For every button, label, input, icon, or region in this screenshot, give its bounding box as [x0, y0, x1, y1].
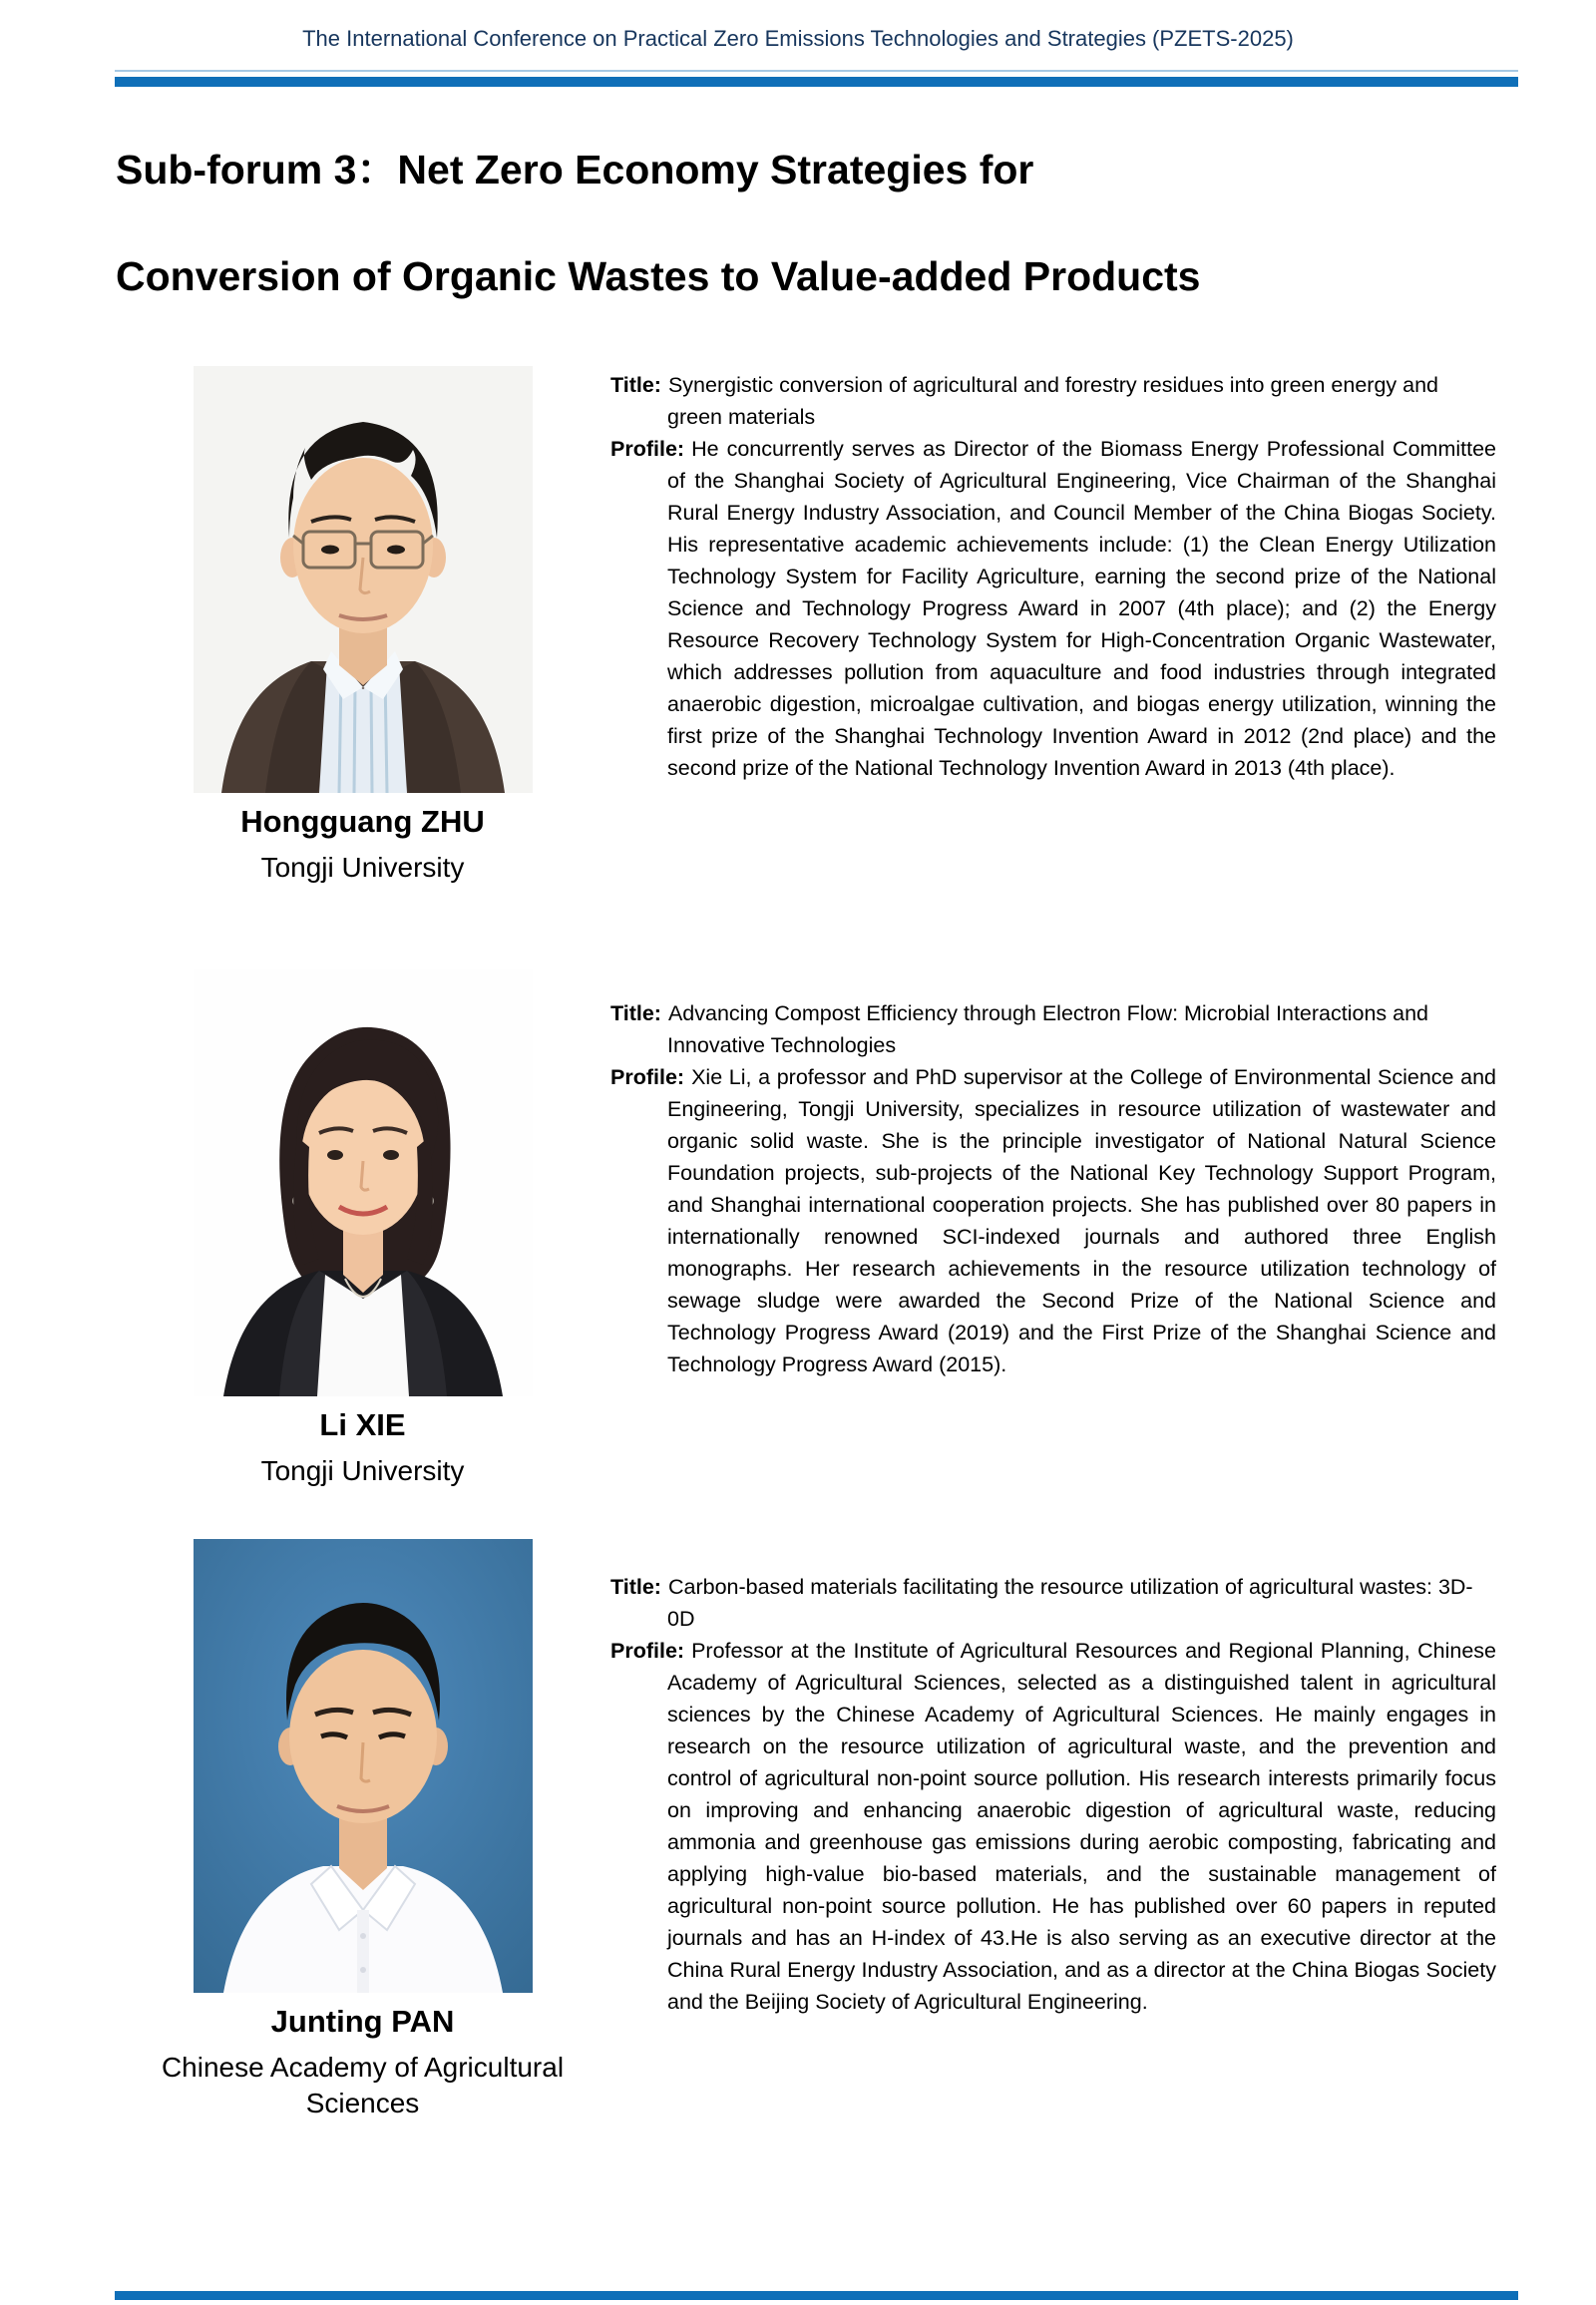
speaker-bio	[610, 969, 1496, 1489]
conference-header: The International Conference on Practical Zero Emissions Technologies and Strategies (PZETS-2025)	[302, 26, 1294, 51]
title-label: Title:	[610, 1575, 661, 1600]
speaker-photo-column	[115, 969, 610, 1489]
portrait-man-blue-background-icon	[194, 1539, 533, 1993]
title-label: Title:	[610, 1001, 661, 1026]
portrait-woman-bob-icon	[194, 969, 533, 1396]
speaker-affiliation: Tongji University	[260, 1454, 465, 1486]
speaker-card-li-xie	[115, 969, 1496, 1489]
speaker-profile-text: Xie Li, a professor and PhD supervisor at the College of Environmental Science and Engineering, Tongji University, specializes in resource utilization of wastewater and organic solid waste. She is the principle investigator of National Natural Science Foundation projects, sub-projects of the National Key Technology Support Program, and Shanghai international cooperation projects. She has published over 80 papers in internationally renowned SCI-indexed journals and authored three English monographs. Her research achievements in the resource utilization technology of sewage sludge were awarded the Second Prize of the National Science and Technology Progress Award (2019) and the First Prize of the Shanghai Science and Technology Progress Award (2015).	[667, 1065, 1496, 1377]
speaker-name: Hongguang ZHU	[240, 804, 485, 839]
page-title-line1: Sub-forum 3：Net Zero Economy Strategies for	[116, 147, 1034, 192]
speaker-affiliation: Chinese Academy of Agricultural Sciences	[161, 2052, 565, 2119]
header-rule-thick	[115, 77, 1518, 87]
page-title	[116, 137, 1496, 300]
speaker-name: Junting PAN	[270, 2004, 455, 2040]
speaker-card-junting-pan	[115, 1539, 1496, 2122]
speaker-affiliation: Tongji University	[260, 851, 465, 883]
talk-title-text: Advancing Compost Efficiency through Electron Flow: Microbial Interactions and Innovative Technologies	[667, 1001, 1429, 1058]
profile-label: Profile:	[610, 1065, 685, 1090]
speaker-photo-column	[115, 366, 610, 886]
speaker-profile	[610, 433, 1496, 784]
speaker-profile-text: Professor at the Institute of Agricultural Resources and Regional Planning, Chinese Academy of Agricultural Sciences, selected as a distinguished talent in agricultural sciences by the Chinese Academy of Agricultural Sciences. He mainly engages in research on the resource utilization of agricultural waste, and the prevention and control of agricultural non-point source pollution. His research interests primarily focus on improving and enhancing anaerobic digestion of agricultural waste, reducing ammonia and greenhouse gas emissions during aerobic composting, fabricating and applying high-value bio-based materials, and the sustainable management of agricultural non-point source pollution. He has published over 60 papers in reputed journals and has an H-index of 43.He is also serving as an executive director at the China Rural Energy Industry Association, and as a director at the China Biogas Society and the Beijing Society of Agricultural Engineering.	[667, 1639, 1496, 2015]
speaker-photo	[194, 969, 533, 1396]
speaker-photo	[194, 1539, 533, 1993]
speaker-profile-text: He concurrently serves as Director of the Biomass Energy Professional Committee of the Shanghai Society of Agricultural Engineering, Vice Chairman of the Shanghai Rural Energy Industry Association, and Council Member of the China Biogas Society. His representative academic achievements include: (1) the Clean Energy Utilization Technology System for Facility Agriculture, earning the second prize of the National Science and Technology Progress Award in 2007 (4th place); and (2) the Energy Resource Recovery Technology System for High-Concentration Organic Wastewater, which addresses pollution from aquaculture and food industries through integrated anaerobic digestion, microalgae cultivation, and biogas energy utilization, winning the first prize of the Shanghai Technology Invention Award in 2012 (2nd place) and the second prize of the National Technology Invention Award in 2013 (4th place).	[667, 437, 1496, 780]
talk-title	[610, 1571, 1496, 1635]
speaker-card-hongguang-zhu	[115, 366, 1496, 886]
speaker-photo-column	[115, 1539, 610, 2122]
profile-label: Profile:	[610, 437, 685, 461]
speaker-bio	[610, 1539, 1496, 2122]
profile-label: Profile:	[610, 1639, 685, 1664]
header-rule-thin	[115, 70, 1518, 72]
speaker-photo	[194, 366, 533, 793]
speaker-name: Li XIE	[319, 1407, 406, 1443]
footer-rule	[115, 2291, 1518, 2300]
speaker-profile	[610, 1635, 1496, 2018]
talk-title-text: Carbon-based materials facilitating the resource utilization of agricultural wastes: 3D-0D	[667, 1575, 1473, 1632]
speaker-bio	[610, 366, 1496, 886]
speaker-profile	[610, 1061, 1496, 1380]
title-label: Title:	[610, 373, 661, 397]
page-title-line2: Conversion of Organic Wastes to Value-added Products	[116, 253, 1201, 299]
speaker-list	[0, 366, 1596, 2122]
talk-title	[610, 369, 1496, 433]
talk-title	[610, 997, 1496, 1061]
portrait-man-glasses-icon	[194, 366, 533, 793]
talk-title-text: Synergistic conversion of agricultural and forestry residues into green energy and green materials	[667, 373, 1438, 429]
